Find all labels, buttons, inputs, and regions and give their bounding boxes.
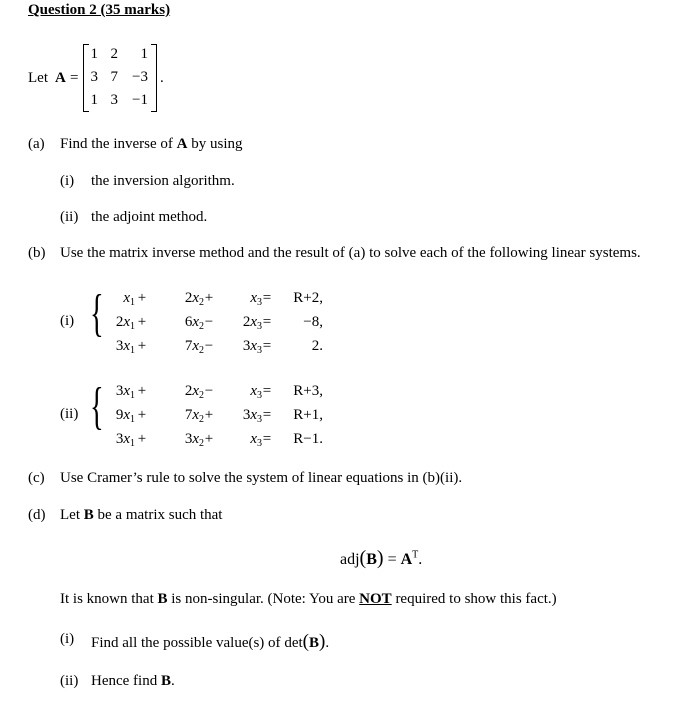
operator: = <box>262 383 272 399</box>
operator: − <box>204 314 214 330</box>
item-text <box>91 673 175 690</box>
text: required to show this fact.) <box>395 591 557 607</box>
operator: − <box>204 383 214 399</box>
text: Find all the possible value(s) of <box>91 635 281 651</box>
part-a-text <box>60 136 243 153</box>
paren: ) <box>376 547 384 569</box>
equation-term: $3x_3$ <box>242 338 262 356</box>
equation-rhs: 2. <box>311 338 323 354</box>
item-label: (i) <box>60 631 75 647</box>
period: . <box>418 551 423 568</box>
equation-term: $7x_2$ <box>184 407 204 425</box>
equation-term: $9x_1$ <box>115 407 135 425</box>
bold-symbol: B <box>83 507 94 523</box>
period: . <box>325 635 330 651</box>
operator: + <box>137 407 147 423</box>
adj-fn: adj <box>340 551 360 568</box>
adjoint-equation <box>340 547 422 570</box>
equation-term: $2x_3$ <box>242 314 262 332</box>
equation-rhs: −8, <box>303 314 323 330</box>
equation-term: $3x_3$ <box>242 407 262 425</box>
operator: + <box>204 431 214 447</box>
operator: = <box>262 338 272 354</box>
equation-term: $3x_1$ <box>115 431 135 449</box>
operator: + <box>204 407 214 423</box>
text: Hence find <box>91 673 158 689</box>
operator: + <box>204 290 214 306</box>
det-fn: det <box>284 635 303 651</box>
period: . <box>160 70 164 86</box>
equation-term: $2x_2$ <box>184 383 204 401</box>
equation-term: $3x_1$ <box>115 383 135 401</box>
equation-rhs: R+3, <box>293 383 323 399</box>
bold-symbol: B <box>366 551 377 568</box>
nonsingular-note <box>60 591 557 608</box>
equation-term: $x_3$ <box>250 290 262 308</box>
bold-symbol: A <box>400 551 413 568</box>
part-label: (c) <box>28 470 45 486</box>
matrix-right-bracket <box>151 44 157 112</box>
paren: ( <box>359 547 367 569</box>
equation-rhs: R−1. <box>293 431 323 447</box>
bold-symbol: B <box>157 591 168 607</box>
operator: = <box>262 314 272 330</box>
matrix-name: A <box>55 70 66 86</box>
text: Let <box>60 507 80 523</box>
equation-term: $x_3$ <box>250 383 262 401</box>
equation-term: $3x_1$ <box>115 338 135 356</box>
operator: + <box>137 290 147 306</box>
text: is non-singular. (Note: You are <box>171 591 356 607</box>
transpose-superscript: T <box>412 549 419 561</box>
equation-term: $6x_2$ <box>184 314 204 332</box>
text: be a matrix such that <box>97 507 223 523</box>
part-label: (d) <box>28 507 46 523</box>
part-label: (a) <box>28 136 45 152</box>
paren: ( <box>302 631 309 652</box>
equation-term: $3x_2$ <box>184 431 204 449</box>
equation-term: $2x_1$ <box>115 314 135 332</box>
item-label: (i) <box>60 173 75 189</box>
equation-term: $x_1$ <box>123 290 135 308</box>
bold-symbol: B <box>160 673 171 689</box>
operator: + <box>137 383 147 399</box>
operator: + <box>137 338 147 354</box>
emphasis-not: NOT <box>359 591 392 607</box>
paren: ) <box>318 631 326 652</box>
item-label: (ii) <box>60 209 79 225</box>
equation-term: $x_3$ <box>250 431 262 449</box>
equation-term: $7x_2$ <box>184 338 204 356</box>
system-label: (i) <box>60 313 75 329</box>
question-title: Question 2 (35 marks) <box>28 2 171 18</box>
bold-symbol: B <box>308 635 319 651</box>
left-brace: { <box>90 285 104 342</box>
operator: = <box>262 290 272 306</box>
matrix-cell: 3 <box>110 92 118 108</box>
item-text: the adjoint method. <box>91 209 208 225</box>
item-label: (ii) <box>60 673 79 689</box>
system-label: (ii) <box>60 406 79 422</box>
equals-sign: = <box>70 70 79 86</box>
matrix-cell: −3 <box>132 69 148 85</box>
matrix-cell: 1 <box>90 46 98 62</box>
matrix-cell: 3 <box>90 69 98 85</box>
operator: = <box>262 431 272 447</box>
matrix-cell: 2 <box>110 46 118 62</box>
operator: − <box>204 338 214 354</box>
equation-rhs: R+2, <box>293 290 323 306</box>
text: by using <box>191 136 243 152</box>
matrix-cell: 1 <box>140 46 148 62</box>
text: Find the inverse of <box>60 136 173 152</box>
item-text <box>91 631 329 653</box>
equals-sign: = <box>387 551 397 568</box>
matrix-cell: −1 <box>132 92 148 108</box>
part-label: (b) <box>28 245 46 261</box>
left-brace: { <box>90 378 104 435</box>
bold-symbol: A <box>176 136 188 152</box>
operator: = <box>262 407 272 423</box>
operator: + <box>137 431 147 447</box>
operator: + <box>137 314 147 330</box>
matrix-cell: 7 <box>110 69 118 85</box>
equation-term: $2x_2$ <box>184 290 204 308</box>
item-text: the inversion algorithm. <box>91 173 235 189</box>
period: . <box>170 673 175 689</box>
let-label: Let <box>28 70 48 86</box>
equation-rhs: R+1, <box>293 407 323 423</box>
part-d-text <box>60 507 222 524</box>
part-c-text: Use Cramer’s rule to solve the system of linear equations in (b)(ii). <box>60 470 463 486</box>
text: It is known that <box>60 591 154 607</box>
part-b-text: Use the matrix inverse method and the result of (a) to solve each of the following linear systems. <box>60 245 641 261</box>
matrix-cell: 1 <box>90 92 98 108</box>
